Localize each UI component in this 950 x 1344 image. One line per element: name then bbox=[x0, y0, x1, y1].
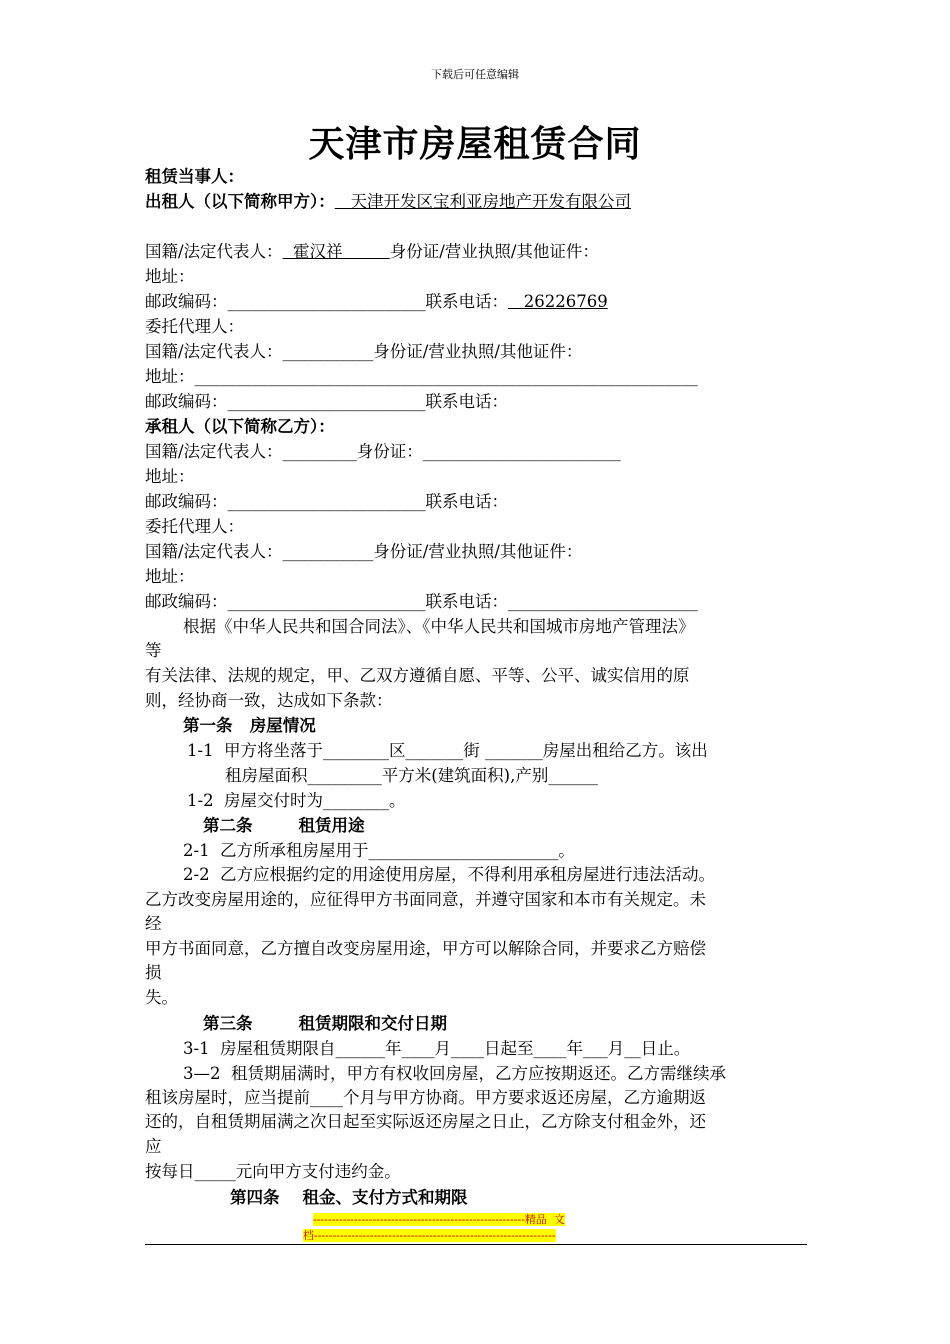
preamble-line-1: 根据《中华人民共和国合同法》、《中华人民共和国城市房地产管理法》 bbox=[183, 617, 695, 636]
phone-label: 联系电话： bbox=[425, 292, 508, 311]
clause-2-2-line-6: 失。 bbox=[145, 988, 178, 1007]
clause-3-2-line-5: 按每日_____元向甲方支付违约金。 bbox=[145, 1162, 401, 1181]
document-title: 天津市房屋租赁合同 bbox=[308, 123, 642, 165]
representative-label: 国籍/法定代表人： bbox=[145, 242, 283, 261]
footer-rule bbox=[145, 1244, 807, 1245]
lessor-agent-representative: 国籍/法定代表人：___________身份证/营业执照/其他证件： bbox=[145, 342, 583, 361]
lessor-company: 天津开发区宝利亚房地产开发有限公司 bbox=[334, 192, 631, 211]
lessor-address: 地址： bbox=[145, 267, 195, 286]
lessor-agent: 委托代理人： bbox=[145, 317, 244, 336]
footer-text-2: 档----------------------------------------------------------------- bbox=[303, 1229, 556, 1242]
postal-label: 邮政编码：________________________ bbox=[145, 292, 426, 311]
lessor-representative-line bbox=[145, 241, 599, 263]
clause-2-2-line-4: 甲方书面同意，乙方擅自改变房屋用途，甲方可以解除合同，并要求乙方赔偿 bbox=[145, 939, 706, 958]
lessee-agent-postal: 邮政编码：________________________联系电话：_______________________ bbox=[145, 592, 698, 611]
article-4-heading: 第四条 租金、支付方式和期限 bbox=[230, 1188, 468, 1207]
clause-3-2-line-4: 应 bbox=[145, 1137, 162, 1156]
clause-1-2: 1-2 房屋交付时为________。 bbox=[187, 791, 406, 810]
parties-heading: 租赁当事人： bbox=[145, 167, 244, 186]
clause-1-1: 1-1 甲方将坐落于________区_______街 _______房屋出租给乙方。该出 bbox=[187, 741, 708, 760]
clause-2-2-line-3: 经 bbox=[145, 914, 162, 933]
lessee-postal: 邮政编码：________________________联系电话： bbox=[145, 492, 508, 511]
clause-2-2: 2-2 乙方应根据约定的用途使用房屋，不得利用承租房屋进行违法活动。 bbox=[183, 865, 716, 884]
lessor-representative: 霍汉祥 bbox=[282, 242, 390, 261]
clause-3-1: 3-1 房屋租赁期限自______年____月____日起至____年___月__日止。 bbox=[183, 1039, 691, 1058]
preamble-line-4: 则，经协商一致，达成如下条款： bbox=[145, 691, 393, 710]
article-3-heading: 第三条 租赁期限和交付日期 bbox=[203, 1014, 447, 1033]
clause-1-1-cont: 租房屋面积_________平方米(建筑面积),产别______ bbox=[225, 766, 598, 785]
lessee-address: 地址： bbox=[145, 467, 195, 486]
clause-2-2-line-2: 乙方改变房屋用途的，应征得甲方书面同意，并遵守国家和本市有关规定。未 bbox=[145, 890, 706, 909]
lessor-line bbox=[145, 191, 631, 213]
preamble-line-3: 有关法律、法规的规定，甲、乙双方遵循自愿、平等、公平、诚实信用的原 bbox=[145, 666, 690, 685]
id-label: 身份证/营业执照/其他证件： bbox=[389, 242, 599, 261]
lessee-agent-address: 地址： bbox=[145, 567, 195, 586]
lessor-agent-postal: 邮政编码：________________________联系电话： bbox=[145, 392, 508, 411]
footer-highlight-2 bbox=[303, 1226, 556, 1244]
clause-3-2: 3—2 租赁期届满时，甲方有权收回房屋，乙方应按期返还。乙方需继续承 bbox=[183, 1064, 726, 1083]
page-header: 下载后可任意编辑 bbox=[431, 68, 519, 81]
lessee-agent-representative: 国籍/法定代表人：___________身份证/营业执照/其他证件： bbox=[145, 542, 583, 561]
lessee-representative: 国籍/法定代表人：_________身份证：________________________ bbox=[145, 442, 621, 461]
lessor-postal-line bbox=[145, 291, 608, 313]
article-2-heading: 第二条 租赁用途 bbox=[203, 816, 365, 835]
article-1-heading: 第一条 房屋情况 bbox=[183, 716, 316, 735]
clause-3-2-line-3: 还的，自租赁期届满之次日起至实际返还房屋之日止，乙方除支付租金外，还 bbox=[145, 1112, 706, 1131]
lessee-label: 承租人（以下简称乙方）： bbox=[145, 417, 335, 436]
lessor-agent-address: 地址：_____________________________________________________________ bbox=[145, 367, 698, 386]
clause-2-2-line-5: 损 bbox=[145, 963, 162, 982]
preamble-line-2: 等 bbox=[145, 641, 162, 660]
lessor-phone: 26226769 bbox=[508, 292, 608, 311]
footer-text-1: ---------------------------------------------------------精品 文 bbox=[313, 1213, 565, 1226]
lessee-agent: 委托代理人： bbox=[145, 517, 244, 536]
clause-3-2-line-2: 租该房屋时，应当提前____个月与甲方协商。甲方要求返还房屋，乙方逾期返 bbox=[145, 1088, 706, 1107]
clause-2-1: 2-1 乙方所承租房屋用于_______________________。 bbox=[183, 841, 575, 860]
lessor-label: 出租人（以下简称甲方）： bbox=[145, 192, 335, 211]
